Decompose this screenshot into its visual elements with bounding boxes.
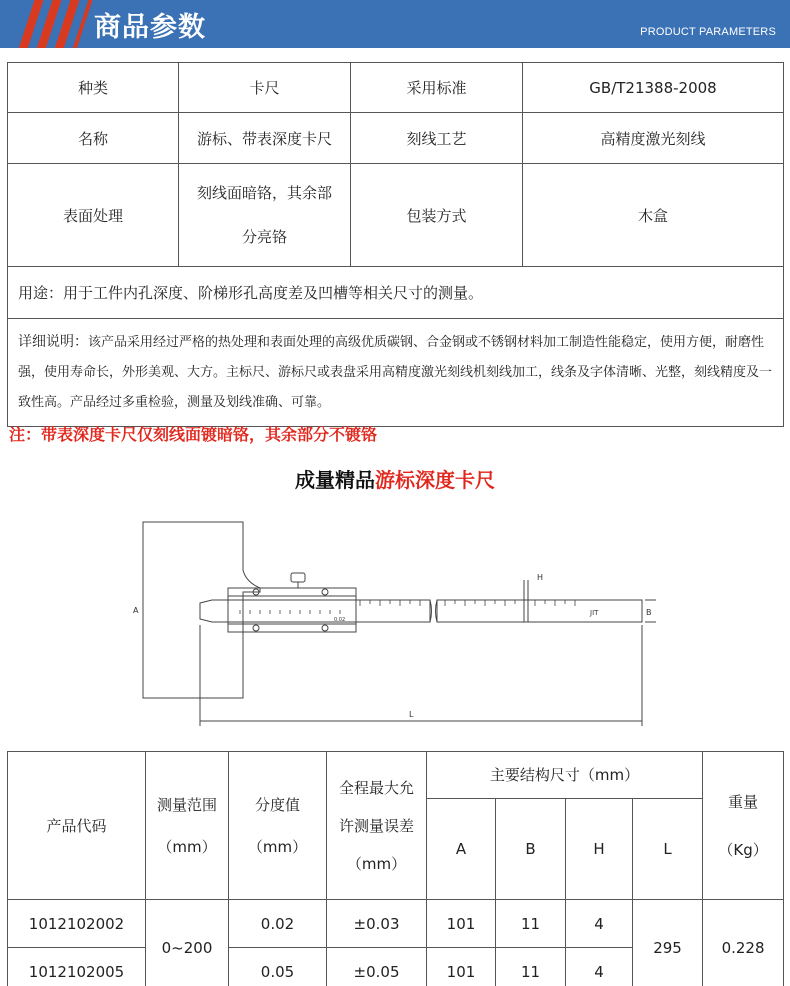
cell-division: 0.05 bbox=[229, 948, 327, 986]
params-table bbox=[7, 62, 784, 427]
header-range-unit: （mm） bbox=[157, 837, 217, 856]
slider-screw bbox=[322, 589, 328, 595]
caliper-drawing bbox=[0, 500, 790, 740]
header-structure: 主要结构尺寸（mm） bbox=[427, 752, 703, 799]
cell-weight: 0.228 bbox=[703, 900, 784, 986]
main-beam-right bbox=[437, 600, 642, 622]
spec-table bbox=[7, 751, 784, 986]
header-col-a: A bbox=[427, 799, 496, 900]
detail-cell bbox=[8, 319, 784, 427]
lock-knob bbox=[291, 573, 305, 582]
header-weight bbox=[703, 752, 784, 900]
slider-screw bbox=[253, 625, 259, 631]
param-value-line: 分亮铬 bbox=[241, 228, 287, 246]
header-col-h: H bbox=[566, 799, 633, 900]
detail-text: 该产品采用经过严格的热处理和表面处理的高级优质碳钢、合金钢或不锈钢材料加工制造性能稳定，使用方便，耐磨性强，使用寿命长，外形美观、大方。主标尺、游标尺或表盘采用高精度激光刻线机刻线加工，线条及字体清晰、光整，刻线精度及一致性高。产品经过多重检验，测量及划线准确、可靠。 bbox=[18, 335, 773, 410]
param-value-line: 刻线面暗铬，其余部 bbox=[196, 184, 332, 202]
header-banner bbox=[0, 0, 790, 48]
section-title-red: 游标深度卡尺 bbox=[375, 468, 495, 492]
param-label: 采用标准 bbox=[351, 63, 523, 113]
param-value: GB/T21388-2008 bbox=[523, 63, 784, 113]
param-value: 高精度激光刻线 bbox=[523, 113, 784, 164]
header-col-b: B bbox=[496, 799, 566, 900]
page-subtitle: PRODUCT PARAMETERS bbox=[640, 26, 776, 38]
cell-error: ±0.05 bbox=[327, 948, 427, 986]
header-division bbox=[229, 752, 327, 900]
params-row bbox=[8, 63, 784, 113]
slider-screw bbox=[322, 625, 328, 631]
param-value: 卡尺 bbox=[179, 63, 351, 113]
params-row bbox=[8, 267, 784, 319]
param-value: 游标、带表深度卡尺 bbox=[179, 113, 351, 164]
params-row bbox=[8, 164, 784, 267]
section-title-black: 成量精品 bbox=[295, 468, 375, 492]
header-error-line: 许测量误差 bbox=[338, 816, 414, 835]
page-title: 商品参数 bbox=[94, 12, 206, 43]
header-weight-line: 重量 bbox=[728, 792, 759, 811]
cell-h: 4 bbox=[566, 900, 633, 948]
cell-range: 0~200 bbox=[146, 900, 229, 986]
param-label: 刻线工艺 bbox=[351, 113, 523, 164]
header-weight-unit: （Kg） bbox=[718, 840, 768, 859]
drawing-brand-mark: JIT bbox=[590, 609, 599, 617]
usage-text: 用途：用于工件内孔深度、阶梯形孔高度差及凹槽等相关尺寸的测量。 bbox=[8, 267, 784, 319]
param-label: 名称 bbox=[8, 113, 179, 164]
drawing-label-h: H bbox=[537, 573, 544, 582]
cell-code: 1012102005 bbox=[8, 948, 146, 986]
vernier-slider bbox=[228, 588, 356, 632]
cell-b: 11 bbox=[496, 900, 566, 948]
param-label: 包装方式 bbox=[351, 164, 523, 267]
plating-note: 注：带表深度卡尺仅刻线面镀暗铬，其余部分不镀铬 bbox=[9, 425, 378, 444]
spec-header-row bbox=[8, 752, 784, 799]
param-label: 表面处理 bbox=[8, 164, 179, 267]
header-error bbox=[327, 752, 427, 900]
header-division-line: 分度值 bbox=[254, 795, 300, 814]
cell-h: 4 bbox=[566, 948, 633, 986]
main-beam bbox=[200, 600, 430, 622]
drawing-label-l: L bbox=[409, 710, 414, 719]
params-row bbox=[8, 113, 784, 164]
header-range-line: 测量范围 bbox=[156, 795, 217, 814]
cell-error: ±0.03 bbox=[327, 900, 427, 948]
cell-code: 1012102002 bbox=[8, 900, 146, 948]
header-code: 产品代码 bbox=[8, 752, 146, 900]
cell-b: 11 bbox=[496, 948, 566, 986]
cell-a: 101 bbox=[427, 948, 496, 986]
drawing-label-a: A bbox=[133, 606, 139, 615]
header-range bbox=[146, 752, 229, 900]
drawing-label-b: B bbox=[646, 608, 652, 617]
param-label: 种类 bbox=[8, 63, 179, 113]
section-title bbox=[0, 464, 790, 493]
header-col-l: L bbox=[633, 799, 703, 900]
detail-label: 详细说明： bbox=[18, 334, 88, 350]
table-row bbox=[8, 900, 784, 948]
beam-break bbox=[430, 600, 437, 622]
cell-division: 0.02 bbox=[229, 900, 327, 948]
header-error-line: 全程最大允 bbox=[338, 778, 414, 797]
header-error-unit: （mm） bbox=[346, 854, 407, 873]
cell-l: 295 bbox=[633, 900, 703, 986]
header-division-unit: （mm） bbox=[247, 837, 308, 856]
param-value: 木盒 bbox=[523, 164, 784, 267]
base-plate bbox=[143, 522, 260, 698]
drawing-vernier-label: 0.02 bbox=[334, 617, 346, 623]
param-value bbox=[179, 164, 351, 267]
params-row bbox=[8, 319, 784, 427]
cell-a: 101 bbox=[427, 900, 496, 948]
